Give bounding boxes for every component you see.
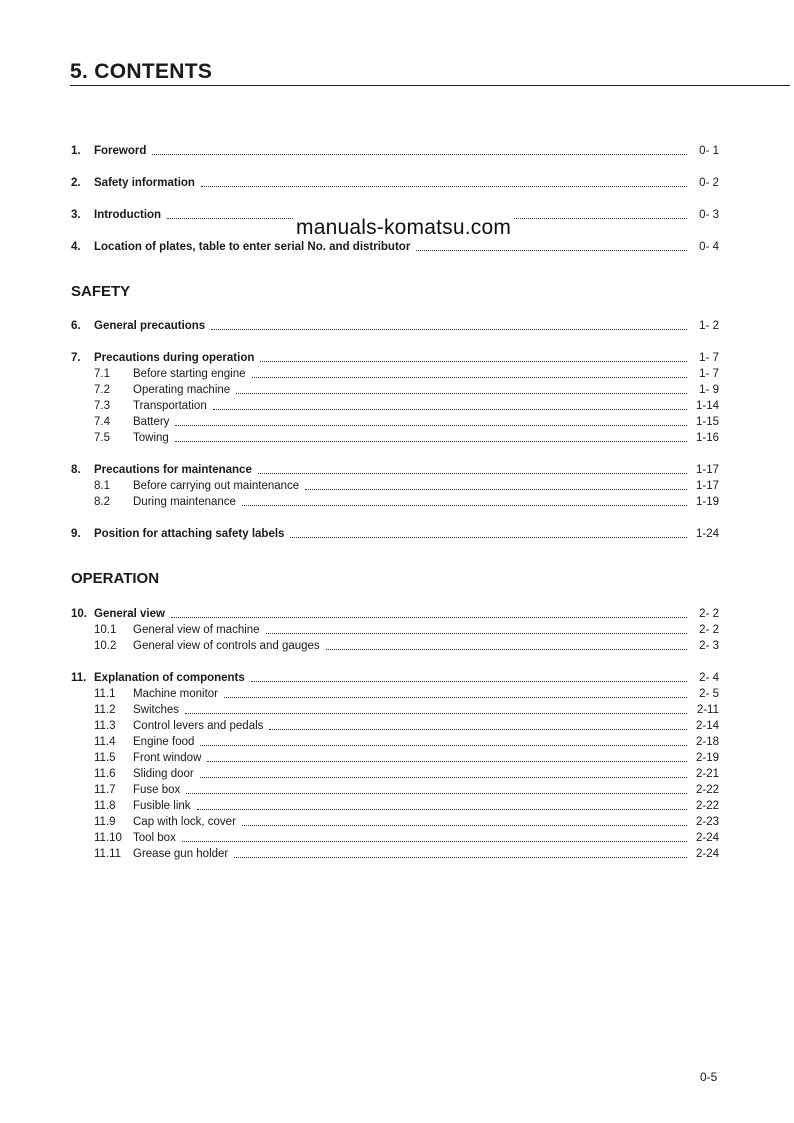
entry-label: Precautions for maintenance [94,464,252,476]
toc-subentry[interactable] [71,781,719,797]
entry-label: Before starting engine [133,368,246,380]
page-number: 0-5 [700,1070,718,1084]
entry-page: 0- 2 [699,177,719,189]
entry-page: 2-22 [695,800,719,812]
toc-entry-general-view[interactable] [71,605,719,621]
entry-label: Front window [133,752,202,764]
entry-page: 2- 3 [699,640,719,652]
leader-dots [152,154,687,155]
entry-page: 2- 2 [699,608,719,620]
entry-number: 1. [71,145,81,157]
entry-number: 11.8 [94,800,116,812]
toc-entry-safety-information[interactable] [71,174,719,190]
toc-entry-precautions-for-maintenance[interactable] [71,461,719,477]
leader-dots [260,361,687,362]
toc-subentry[interactable] [71,621,719,637]
toc-subentry[interactable] [71,381,719,397]
leader-dots [186,793,687,794]
leader-dots [197,809,687,810]
toc-entry-foreword[interactable] [71,142,719,158]
entry-number: 3. [71,209,81,221]
entry-label: Transportation [133,400,207,412]
entry-number: 11.7 [94,784,116,796]
entry-number: 9. [71,528,81,540]
entry-label: Engine food [133,736,195,748]
entry-page: 2-18 [695,736,719,748]
entry-number: 11.5 [94,752,116,764]
entry-number: 2. [71,177,81,189]
entry-page: 0- 1 [699,145,719,157]
entry-label: Towing [133,432,169,444]
leader-dots [175,441,687,442]
leader-dots [269,729,687,730]
section-heading-operation: OPERATION [71,570,160,587]
entry-number: 10.2 [94,640,117,652]
entry-page: 2-11 [696,704,719,716]
toc-subentry[interactable] [71,733,719,749]
toc-subentry[interactable] [71,749,719,765]
entry-label: Fusible link [133,800,191,812]
leader-dots [242,825,687,826]
entry-label: Battery [133,416,170,428]
entry-page: 1-14 [695,400,719,412]
entry-label: Grease gun holder [133,848,229,860]
entry-page: 1-19 [695,496,719,508]
entry-label: Introduction [94,209,162,221]
toc-subentry[interactable] [71,701,719,717]
leader-dots [182,841,687,842]
toc-subentry[interactable] [71,429,719,445]
entry-label: Tool box [133,832,176,844]
toc-subentry[interactable] [71,717,719,733]
entry-number: 10.1 [94,624,117,636]
entry-page: 2-21 [695,768,719,780]
section-heading-safety: SAFETY [71,283,131,300]
leader-dots [211,329,687,330]
entry-number: 11.11 [94,848,122,860]
leader-dots [234,857,687,858]
entry-number: 10. [71,608,87,620]
toc-subentry[interactable] [71,493,719,509]
entry-page: 0- 3 [699,209,719,221]
toc-subentry[interactable] [71,397,719,413]
leader-dots [213,409,687,410]
entry-label: Location of plates, table to enter serial No. and distributor [94,241,411,253]
leader-dots [207,761,687,762]
entry-page: 1- 2 [699,320,719,332]
toc-subentry[interactable] [71,829,719,845]
entry-page: 2-14 [695,720,719,732]
entry-page: 2- 4 [699,672,719,684]
leader-dots [258,473,687,474]
entry-number: 8.1 [94,480,110,492]
entry-page: 1-15 [695,416,719,428]
toc-subentry[interactable] [71,413,719,429]
leader-dots [224,697,687,698]
entry-number: 8.2 [94,496,110,508]
entry-page: 1-16 [695,432,719,444]
entry-number: 7. [71,352,81,364]
entry-label: Control levers and pedals [133,720,264,732]
leader-dots [175,425,687,426]
toc-subentry[interactable] [71,765,719,781]
entry-number: 7.2 [94,384,110,396]
leader-dots [200,777,687,778]
entry-number: 11.10 [94,832,122,844]
toc-subentry[interactable] [71,813,719,829]
entry-page: 1- 7 [699,352,719,364]
leader-dots [326,649,687,650]
entry-page: 1-17 [695,464,719,476]
entry-label: Sliding door [133,768,194,780]
entry-label: Switches [133,704,180,716]
leader-dots [266,633,687,634]
entry-number: 7.4 [94,416,110,428]
entry-label: During maintenance [133,496,236,508]
title-rule [70,85,790,86]
entry-number: 11.3 [94,720,116,732]
entry-page: 2-19 [695,752,719,764]
entry-label: General view of machine [133,624,260,636]
entry-page: 2- 5 [699,688,719,700]
entry-number: 11.2 [94,704,116,716]
entry-number: 11.6 [94,768,116,780]
entry-page: 2-24 [695,848,719,860]
leader-dots [416,250,687,251]
entry-label: Explanation of components [94,672,245,684]
toc-subentry[interactable] [71,365,719,381]
entry-page: 1-24 [695,528,719,540]
toc-subentry[interactable] [71,477,719,493]
page-title: 5. CONTENTS [70,60,213,83]
entry-number: 7.5 [94,432,110,444]
toc-subentry[interactable] [71,685,719,701]
entry-label: General view of controls and gauges [133,640,320,652]
entry-page: 0- 4 [699,241,719,253]
entry-label: Safety information [94,177,195,189]
toc-subentry[interactable] [71,637,719,653]
toc-subentry[interactable] [71,845,719,861]
toc-entry-general-precautions[interactable] [71,317,719,333]
leader-dots [200,745,687,746]
entry-page: 2-24 [695,832,719,844]
leader-dots [201,186,687,187]
entry-page: 2-22 [695,784,719,796]
toc-subentry[interactable] [71,797,719,813]
toc-entry-position-safety-labels[interactable] [71,525,719,541]
entry-number: 7.3 [94,400,110,412]
leader-dots [242,505,687,506]
entry-label: Before carrying out maintenance [133,480,300,492]
toc-entry-location-of-plates[interactable] [71,238,719,254]
leader-dots [305,489,687,490]
entry-page: 1- 7 [699,368,719,380]
entry-number: 4. [71,241,81,253]
entry-page: 2- 2 [699,624,719,636]
entry-page: 1- 9 [699,384,719,396]
entry-label: Machine monitor [133,688,219,700]
leader-dots [236,393,687,394]
entry-label: Cap with lock, cover [133,816,236,828]
entry-label: Operating machine [133,384,231,396]
toc-entry-explanation-of-components[interactable] [71,669,719,685]
entry-label: General view [94,608,165,620]
entry-label: Fuse box [133,784,181,796]
entry-page: 1-17 [695,480,719,492]
leader-dots [290,537,687,538]
entry-number: 6. [71,320,81,332]
entry-number: 11.4 [94,736,116,748]
watermark-text: manuals-komatsu.com [296,216,512,239]
entry-label: Precautions during operation [94,352,255,364]
entry-number: 11.9 [94,816,116,828]
entry-number: 11. [71,672,87,684]
entry-number: 7.1 [94,368,110,380]
leader-dots [252,377,687,378]
toc-entry-precautions-during-operation[interactable] [71,349,719,365]
leader-dots [185,713,687,714]
entry-label: General precautions [94,320,206,332]
entry-label: Foreword [94,145,147,157]
leader-dots [251,681,687,682]
entry-label: Position for attaching safety labels [94,528,285,540]
entry-number: 8. [71,464,81,476]
entry-page: 2-23 [695,816,719,828]
leader-dots [171,617,687,618]
entry-number: 11.1 [94,688,116,700]
